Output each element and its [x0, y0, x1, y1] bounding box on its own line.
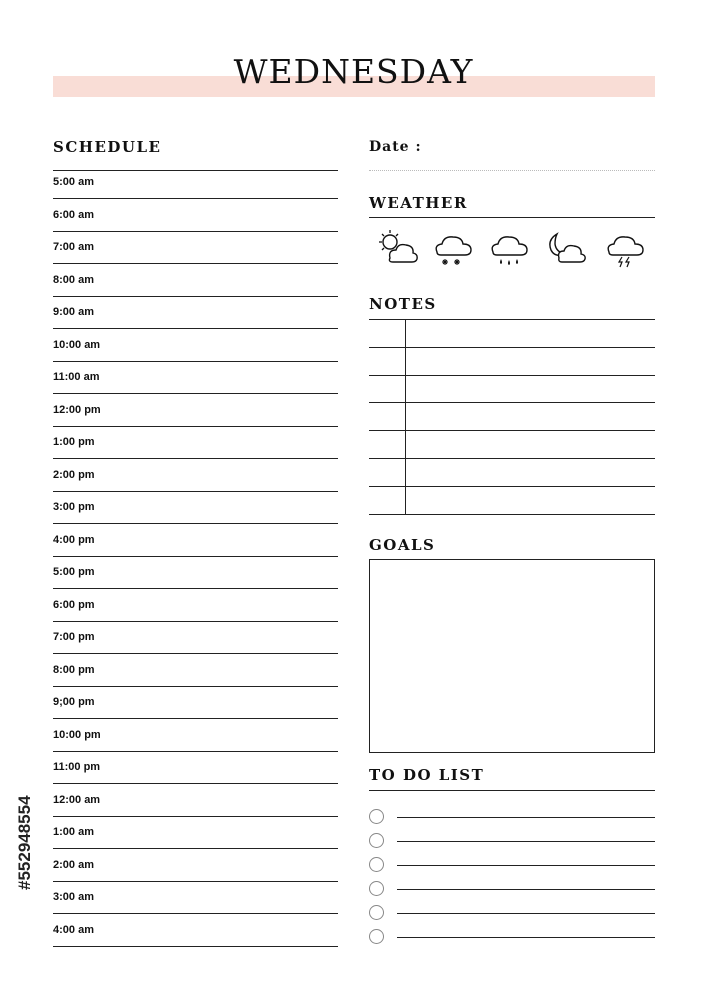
thunderstorm-icon[interactable] [603, 228, 647, 270]
schedule-entry-line[interactable] [53, 361, 338, 362]
schedule-heading-rule [53, 170, 338, 171]
partly-sunny-icon[interactable] [376, 228, 420, 270]
schedule-entry-line[interactable] [53, 296, 338, 297]
schedule-time-label: 4:00 pm [53, 533, 95, 546]
schedule-entry-line[interactable] [53, 231, 338, 232]
schedule-entry-line[interactable] [53, 263, 338, 264]
rain-icon[interactable] [487, 228, 531, 270]
schedule-time-label: 7:00 pm [53, 631, 95, 643]
schedule-entry-line[interactable] [53, 491, 338, 492]
todo-item-line[interactable] [397, 913, 655, 914]
schedule-entry-line[interactable] [53, 523, 338, 524]
schedule-entry-line[interactable] [53, 946, 338, 947]
notes-line[interactable] [369, 402, 655, 403]
snow-icon[interactable] [431, 228, 475, 270]
schedule-entry-line[interactable] [53, 783, 338, 784]
schedule-time-label: 10:00 am [53, 338, 101, 351]
weather-heading-rule [369, 217, 655, 218]
schedule-time-label: 12:00 am [53, 793, 101, 806]
schedule-time-label: 11:00 am [53, 371, 100, 383]
schedule-time-label: 3:00 am [53, 891, 94, 903]
schedule-time-label: 1:00 pm [53, 436, 95, 448]
todo-checkbox[interactable] [369, 809, 384, 824]
todo-checkbox[interactable] [369, 881, 384, 896]
todo-item-line[interactable] [397, 865, 655, 866]
todo-heading: TO DO LIST [369, 766, 485, 784]
todo-item-line[interactable] [397, 817, 655, 818]
schedule-entry-line[interactable] [53, 621, 338, 622]
todo-checkbox[interactable] [369, 905, 384, 920]
schedule-entry-line[interactable] [53, 848, 338, 849]
goals-heading: GOALS [369, 536, 436, 554]
notes-line[interactable] [369, 458, 655, 459]
schedule-time-label: 3:00 pm [53, 501, 95, 513]
notes-margin-line [405, 320, 406, 514]
schedule-time-label: 4:00 am [53, 923, 94, 936]
schedule-time-label: 9:00 am [53, 306, 94, 318]
goals-box[interactable] [369, 559, 655, 753]
notes-line[interactable] [369, 430, 655, 431]
schedule-time-label: 12:00 pm [53, 403, 101, 416]
schedule-time-label: 2:00 am [53, 858, 94, 871]
date-label: Date : [369, 139, 422, 155]
schedule-time-label: 2:00 pm [53, 468, 95, 481]
schedule-time-label: 11:00 pm [53, 761, 101, 773]
schedule-time-label: 5:00 am [53, 176, 94, 188]
notes-heading: NOTES [369, 295, 437, 313]
schedule-time-label: 6:00 pm [53, 598, 95, 611]
schedule-time-label: 5:00 pm [53, 566, 95, 578]
schedule-entry-line[interactable] [53, 881, 338, 882]
schedule-entry-line[interactable] [53, 556, 338, 557]
schedule-time-label: 1:00 am [53, 826, 94, 838]
schedule-entry-line[interactable] [53, 328, 338, 329]
schedule-time-label: 8:00 am [53, 273, 94, 286]
weather-heading: WEATHER [369, 194, 468, 212]
notes-line[interactable] [369, 486, 655, 487]
schedule-entry-line[interactable] [53, 458, 338, 459]
schedule-entry-line[interactable] [53, 751, 338, 752]
schedule-entry-line[interactable] [53, 426, 338, 427]
todo-heading-rule [369, 790, 655, 791]
schedule-entry-line[interactable] [53, 198, 338, 199]
stock-id-text: #552948554 [15, 795, 34, 890]
todo-checkbox[interactable] [369, 833, 384, 848]
schedule-time-label: 10:00 pm [53, 728, 101, 741]
page-title: WEDNESDAY [233, 52, 474, 91]
schedule-entry-line[interactable] [53, 816, 338, 817]
schedule-time-label: 6:00 am [53, 208, 94, 221]
notes-line[interactable] [369, 319, 655, 320]
todo-checkbox[interactable] [369, 929, 384, 944]
notes-line[interactable] [369, 347, 655, 348]
schedule-entry-line[interactable] [53, 686, 338, 687]
schedule-entry-line[interactable] [53, 393, 338, 394]
todo-item-line[interactable] [397, 889, 655, 890]
todo-checkbox[interactable] [369, 857, 384, 872]
schedule-entry-line[interactable] [53, 588, 338, 589]
notes-line[interactable] [369, 514, 655, 515]
todo-item-line[interactable] [397, 937, 655, 938]
schedule-time-label: 9;00 pm [53, 696, 95, 708]
schedule-entry-line[interactable] [53, 653, 338, 654]
stock-id-watermark [6, 760, 36, 890]
schedule-time-label: 7:00 am [53, 241, 94, 253]
schedule-heading: SCHEDULE [53, 138, 162, 156]
notes-line[interactable] [369, 375, 655, 376]
schedule-time-label: 8:00 pm [53, 663, 95, 676]
date-field-line[interactable] [369, 170, 655, 171]
schedule-entry-line[interactable] [53, 718, 338, 719]
night-cloud-icon[interactable] [543, 228, 587, 270]
todo-item-line[interactable] [397, 841, 655, 842]
schedule-entry-line[interactable] [53, 913, 338, 914]
